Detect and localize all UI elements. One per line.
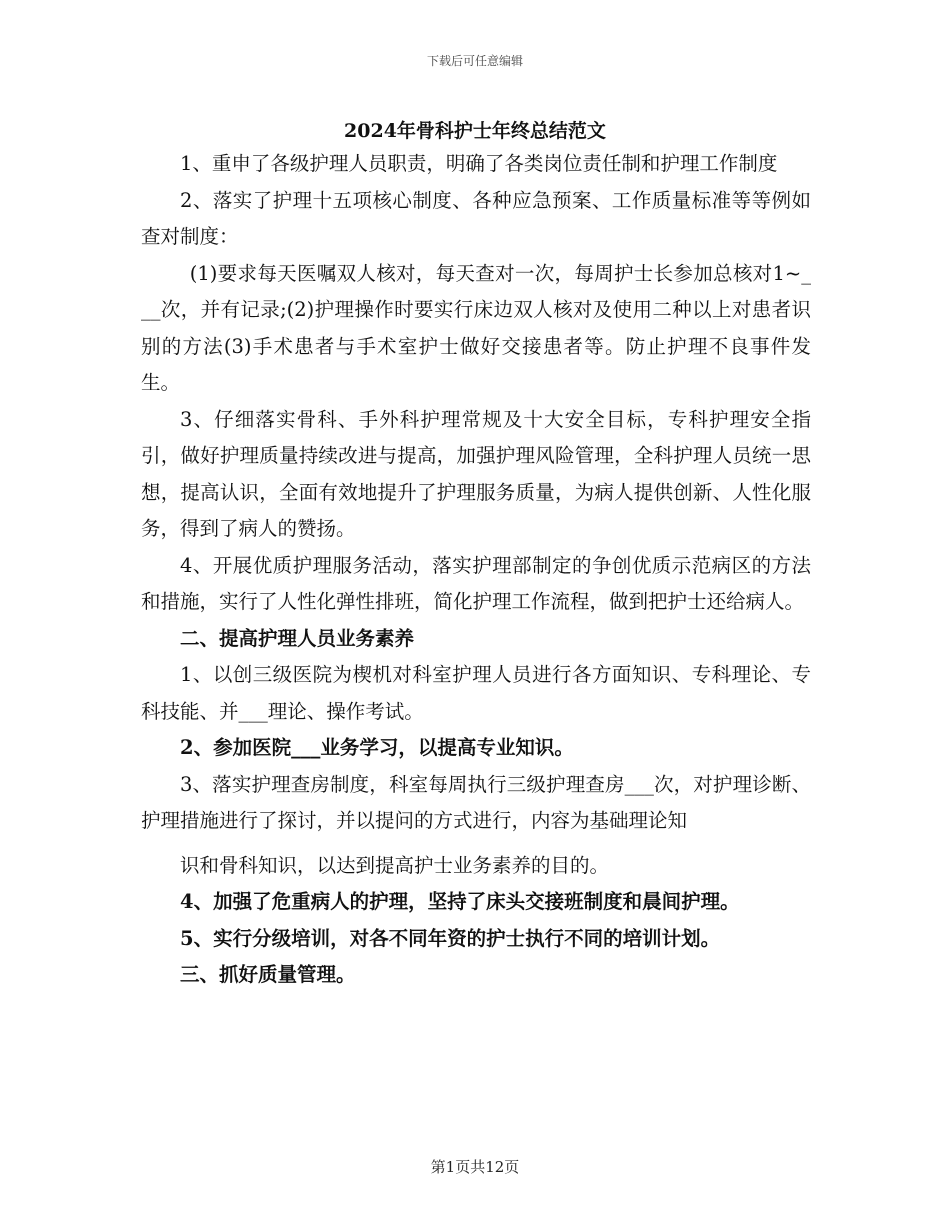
page-header: 下载后可任意编辑 <box>426 54 523 68</box>
paragraph-2: 2、落实了护理十五项核心制度、各种应急预案、工作质量标准等等例如查对制度： <box>141 188 811 248</box>
paragraph-8: 3、落实护理查房制度，科室每周执行三级护理查房___次，对护理诊断、护理措施进行了探讨，并以提问的方式进行，内容为基础理论知 <box>141 772 811 832</box>
paragraph-11: 5、实行分级培训，对各不同年资的护士执行不同的培训计划。 <box>180 926 721 950</box>
paragraph-10: 4、加强了危重病人的护理，坚持了床头交接班制度和晨间护理。 <box>180 890 740 913</box>
paragraph-7: 2、参加医院___业务学习，以提高专业知识。 <box>180 736 574 759</box>
document-title: 2024年骨科护士年终总结范文 <box>344 120 606 142</box>
section-heading-3: 三、抓好质量管理。 <box>180 963 356 986</box>
paragraph-3: (1)要求每天医嘱双人核对，每天查对一次，每周护士长参加总核对1~___次，并有记录;(2)护理操作时要实行床边双人核对及使用二种以上对患者识别的方法(3)手术患者与手术室护士做好交接患者等。防止护理不良事件发生。 <box>141 261 811 394</box>
document-body <box>141 146 811 994</box>
paragraph-4: 3、仔细落实骨科、手外科护理常规及十大安全目标，专科护理安全指引，做好护理质量持续改进与提高，加强护理风险管理，全科护理人员统一思想，提高认识，全面有效地提升了护理服务质量，为病人提供创新、人性化服务，得到了病人的赞扬。 <box>141 407 811 540</box>
paragraph-9: 识和骨科知识，以达到提高护士业务素养的目的。 <box>180 853 610 877</box>
section-heading-2: 二、提高护理人员业务素养 <box>180 626 415 650</box>
paragraph-1: 1、重申了各级护理人员职责，明确了各类岗位责任制和护理工作制度 <box>180 152 778 175</box>
page-number: 第1页共12页 <box>430 1158 520 1176</box>
paragraph-6: 1、以创三级医院为楔机对科室护理人员进行各方面知识、专科理论、专科技能、并___理论、操作考试。 <box>141 663 811 723</box>
paragraph-5: 4、开展优质护理服务活动，落实护理部制定的争创优质示范病区的方法和措施，实行了人性化弹性排班，简化护理工作流程，做到把护士还给病人。 <box>141 553 811 613</box>
